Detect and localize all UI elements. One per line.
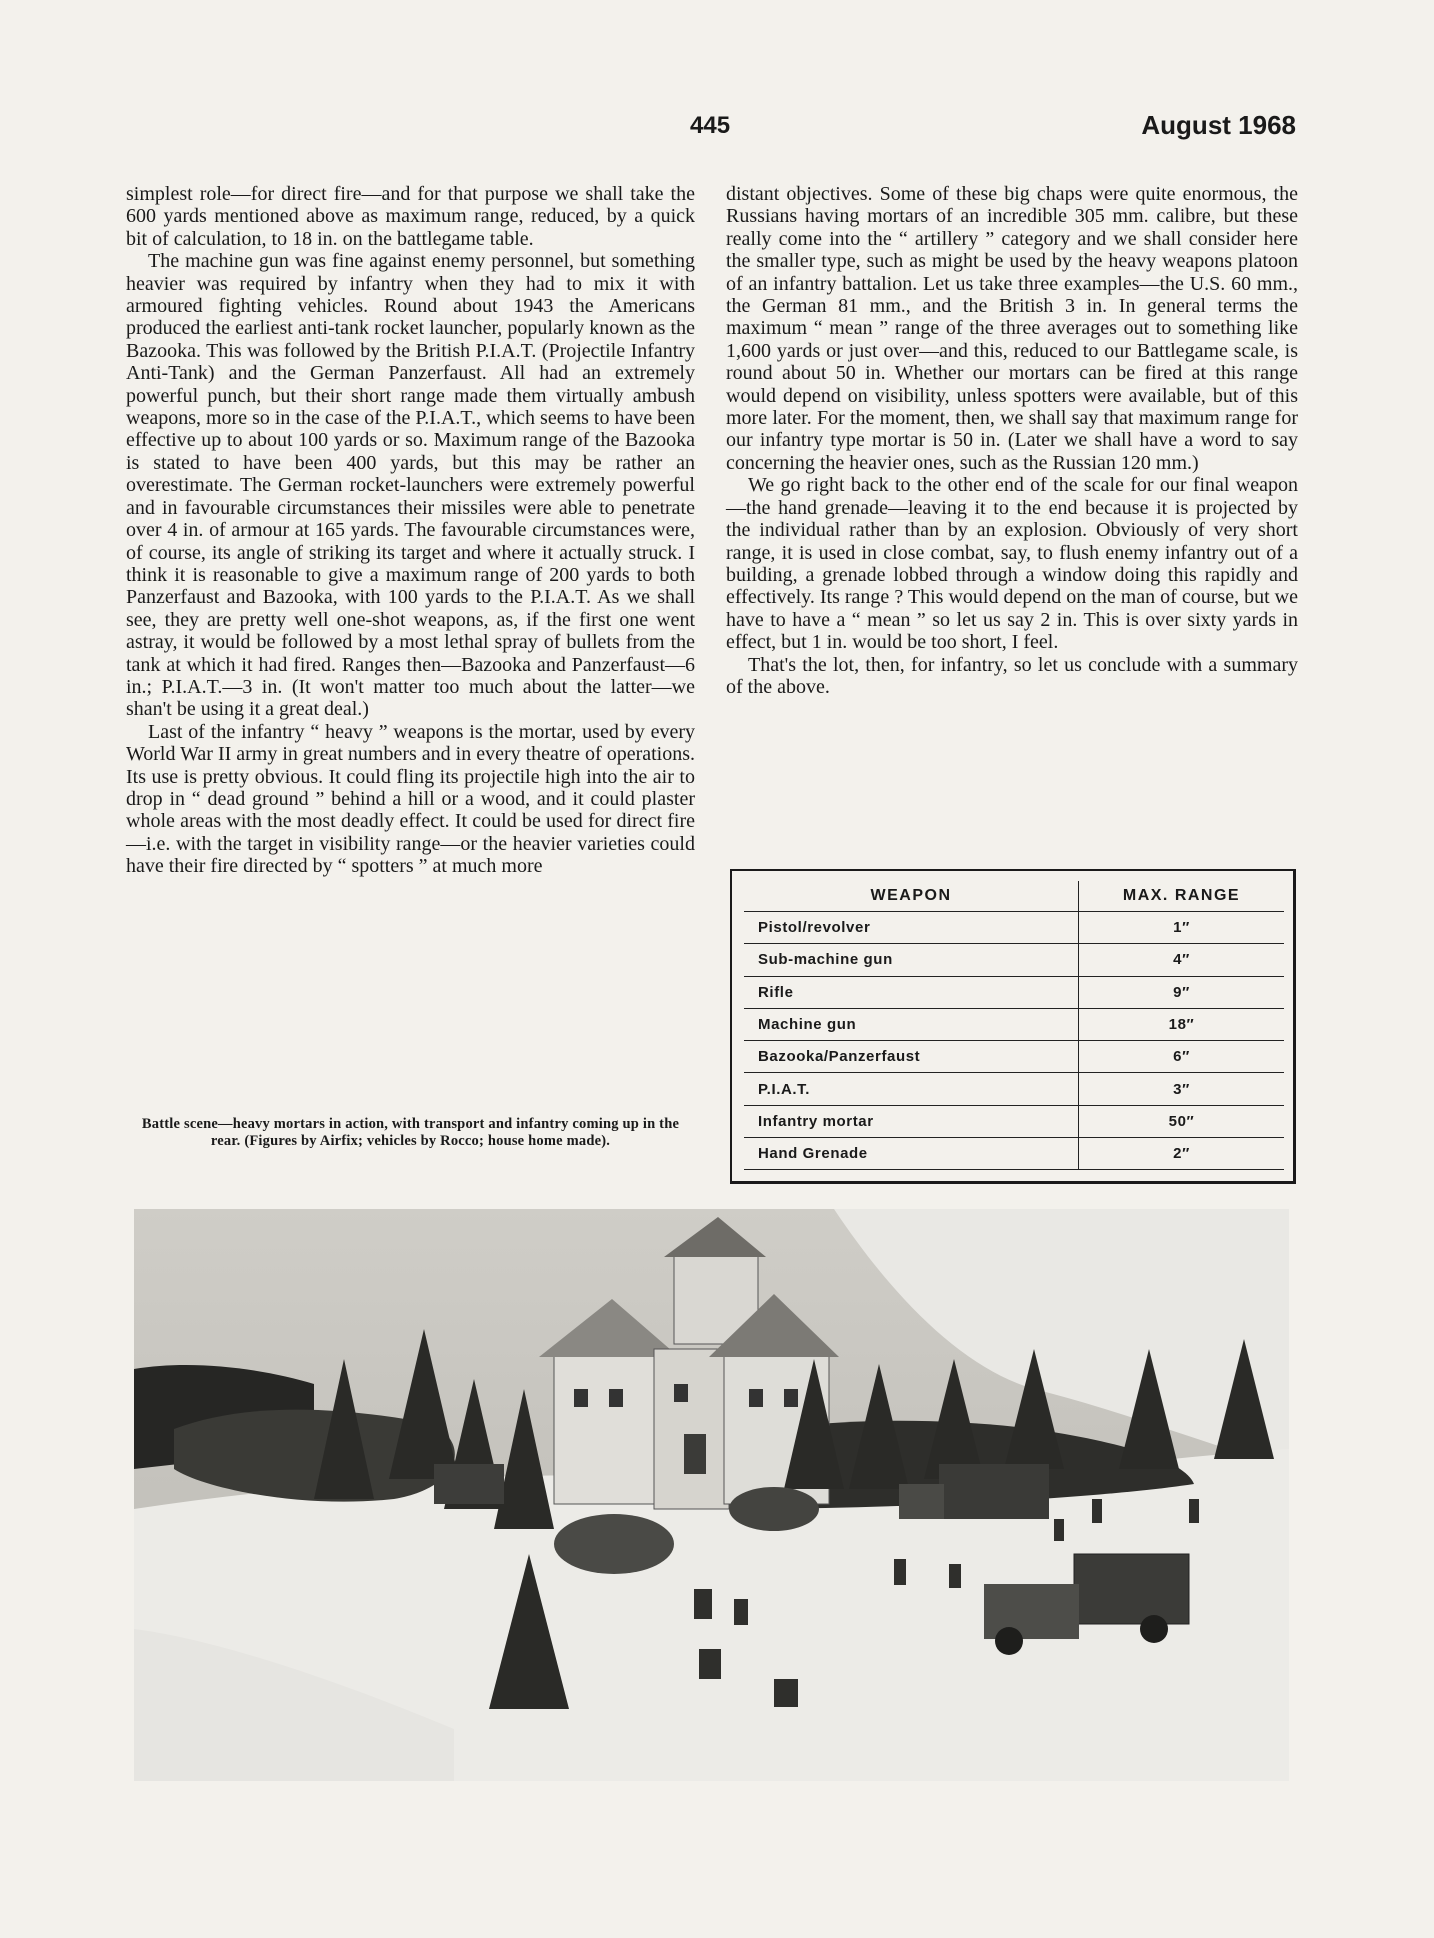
battle-scene-photo (134, 1209, 1289, 1781)
right-column (726, 183, 1298, 698)
table-row (744, 1073, 1284, 1105)
table-row (744, 1008, 1284, 1040)
paragraph: We go right back to the other end of the scale for our final weapon—the hand grenade—leaving it to the end because it is projected by the individual rather than by an explosion. Obviously of very short range, it is used in close combat, say, to flush enemy infantry out of a building, a grenade lobbed through a window doing this rapidly and effectively. Its range ? This would depend on the man of course, but we have to have a “ mean ” so let us say 2 in. This is over sixty yards in effect, but 1 in. would be too short, I feel. (726, 474, 1298, 654)
range-column-header: MAX. RANGE (1079, 881, 1285, 912)
table-row (744, 912, 1284, 944)
weapon-cell: Pistol/revolver (744, 912, 1079, 944)
weapon-column-header: WEAPON (744, 881, 1079, 912)
range-summary-table (730, 869, 1296, 1184)
weapon-cell: Sub-machine gun (744, 944, 1079, 976)
page-header (0, 108, 1434, 148)
range-cell: 2″ (1079, 1138, 1285, 1170)
table-row (744, 1041, 1284, 1073)
weapon-cell: Hand Grenade (744, 1138, 1079, 1170)
left-column (126, 183, 695, 878)
paragraph: Last of the infantry “ heavy ” weapons is the mortar, used by every World War II army in great numbers and in every theatre of operations. Its use is pretty obvious. It could fling its projectile high into the air to drop in “ dead ground ” behind a hill or a wood, and it could plaster whole areas with the most deadly effect. It could be used for direct fire—i.e. with the target in visibility range—or the heavier varieties could have their fire directed by “ spotters ” at much more (126, 720, 695, 878)
table-row (744, 976, 1284, 1008)
range-cell: 18″ (1079, 1008, 1285, 1040)
weapon-cell: P.I.A.T. (744, 1073, 1079, 1105)
range-cell: 6″ (1079, 1041, 1285, 1073)
weapon-cell: Rifle (744, 976, 1079, 1008)
range-cell: 3″ (1079, 1073, 1285, 1105)
battle-scene-illustration (134, 1209, 1289, 1781)
page-number: 445 (690, 112, 731, 139)
table-row (744, 1138, 1284, 1170)
issue-date: August 1968 (1141, 110, 1296, 140)
weapon-cell: Infantry mortar (744, 1105, 1079, 1137)
table-row (744, 944, 1284, 976)
weapon-cell: Machine gun (744, 1008, 1079, 1040)
paragraph: That's the lot, then, for infantry, so let us conclude with a summary of the above. (726, 653, 1298, 698)
range-cell: 4″ (1079, 944, 1285, 976)
range-cell: 9″ (1079, 976, 1285, 1008)
range-table (744, 881, 1284, 1170)
photo-caption: Battle scene—heavy mortars in action, with transport and infantry coming up in the rear. (Figures by Airfix; vehicles by Rocco; house home made). (141, 1116, 680, 1149)
paragraph: simplest role—for direct fire—and for that purpose we shall take the 600 yards mentioned above as maximum range, reduced, by a quick bit of calculation, to 18 in. on the battlegame table. (126, 183, 695, 250)
range-cell: 1″ (1079, 912, 1285, 944)
paragraph: distant objectives. Some of these big chaps were quite enormous, the Russians having mortars of an incredible 305 mm. calibre, but these really come into the “ artillery ” category and we shall consider here the smaller type, such as might be used by the heavy weapons platoon of an infantry battalion. Let us take three examples—the U.S. 60 mm., the German 81 mm., and the British 3 in. In general terms the maximum “ mean ” range of the three averages out to something like 1,600 yards or just over—and this, reduced to our Battlegame scale, is round about 50 in. Whether our mortars can be fired at this range would depend on visibility, unless spotters were available, but of this more later. For the moment, then, we shall say that maximum range for our infantry type mortar is 50 in. (Later we shall have a word to say concerning the heavier ones, such as the Russian 120 mm.) (726, 183, 1298, 474)
range-cell: 50″ (1079, 1105, 1285, 1137)
weapon-cell: Bazooka/Panzerfaust (744, 1041, 1079, 1073)
paragraph: The machine gun was fine against enemy personnel, but something heavier was required by infantry when they had to mix it with armoured fighting vehicles. Round about 1943 the Americans produced the earliest anti-tank rocket launcher, popularly known as the Bazooka. This was followed by the British P.I.A.T. (Projectile Infantry Anti-Tank) and the German Panzerfaust. All had an extremely powerful punch, but their short range made them virtually ambush weapons, more so in the case of the P.I.A.T., which seems to have been effective up to about 100 yards or so. Maximum range of the Bazooka is stated to have been 400 yards, but this may be rather an overestimate. The German rocket-launchers were extremely powerful and in favourable circumstances their missiles were able to penetrate over 4 in. of armour at 165 yards. The favourable circumstances were, of course, its angle of striking its target and where it actually struck. I think it is reasonable to give a maximum range of 200 yards to both Panzerfaust and Bazooka, with 100 yards to the P.I.A.T. As we shall see, they are pretty well one-shot weapons, as, if the first one went astray, it would be followed by a most lethal spray of bullets from the tank at which it had fired. Ranges then—Bazooka and Panzerfaust—6 in.; P.I.A.T.—3 in. (It won't matter too much about the latter—we shan't be using it a great deal.) (126, 250, 695, 721)
table-header-row (744, 881, 1284, 912)
table-row (744, 1105, 1284, 1137)
